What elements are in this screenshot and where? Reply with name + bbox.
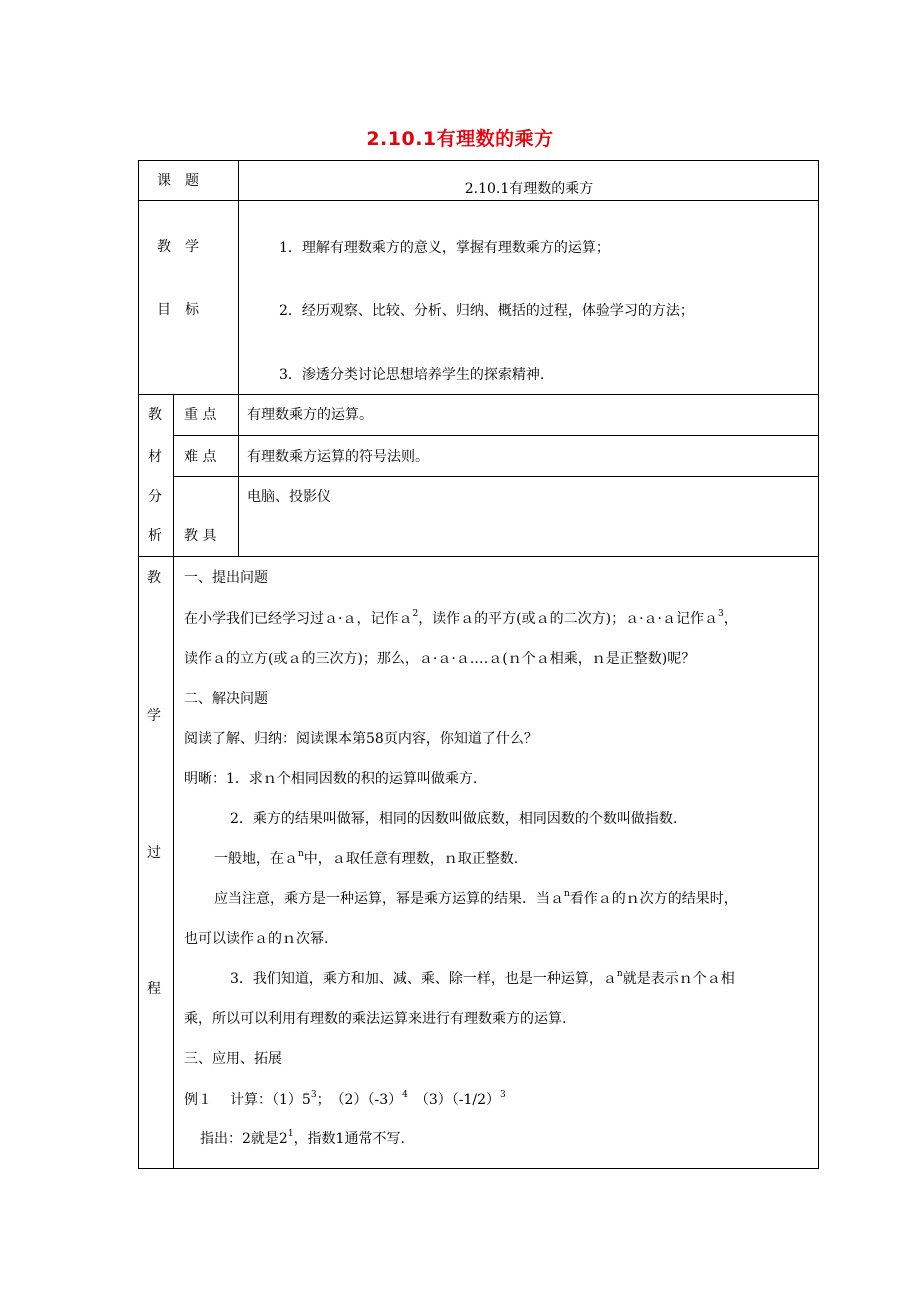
paragraph: 明晰：1．求ｎ个相同因数的积的运算叫做乘方. bbox=[184, 771, 478, 787]
paragraph: 也可以读作ａ的ｎ次幂. bbox=[184, 931, 329, 947]
objective-item: 1．理解有理数乘方的意义，掌握有理数乘方的运算； bbox=[279, 240, 610, 256]
key-point-label: 重 点 bbox=[184, 407, 217, 423]
section-heading: 一、提出问题 bbox=[184, 570, 268, 586]
paragraph: 2．乘方的结果叫做幂，相同的因数叫做底数，相同因数的个数叫做指数. bbox=[230, 811, 678, 827]
objective-item: 3．渗透分类讨论思想培养学生的探索精神. bbox=[279, 367, 545, 383]
process-side-char: 程 bbox=[147, 981, 161, 997]
paragraph: 乘，所以可以利用有理数的乘法运算来进行有理数乘方的运算. bbox=[184, 1011, 567, 1027]
process-side-char: 学 bbox=[147, 708, 161, 724]
topic-label: 课 题 bbox=[157, 173, 199, 189]
paragraph: 读作ａ的立方(或ａ的三次方)；那么，ａ·ａ·ａ.…ａ(ｎ个ａ相乘，ｎ是正整数)呢？ bbox=[184, 651, 696, 667]
objectives-label-top: 教 学 bbox=[157, 239, 199, 255]
paragraph: 应当注意，乘方是一种运算，幂是乘方运算的结果．当ａ$^n$看作ａ的ｎ次方的结果时， bbox=[214, 889, 738, 907]
analysis-side-char: 教 bbox=[148, 407, 162, 423]
objectives-label-bottom: 目 标 bbox=[157, 302, 199, 318]
paragraph: 一般地，在ａ$^n$中，ａ取任意有理数，ｎ取正整数. bbox=[214, 849, 519, 867]
difficulty-value: 有理数乘方运算的符号法则。 bbox=[247, 449, 429, 465]
process-side-char: 教 bbox=[147, 570, 161, 586]
objective-item: 2．经历观察、比较、分析、归纳、概括的过程，体验学习的方法； bbox=[279, 303, 694, 319]
example-line: 例１ 计算：$(1)5^3$； $(2)(-3)^4$ $(3)(-1/2)^3$ bbox=[184, 1090, 506, 1108]
topic-value: 2.10.1有理数的乘方 bbox=[464, 181, 594, 197]
paragraph: 阅读了解、归纳：阅读课本第58页内容，你知道了什么？ bbox=[184, 731, 538, 747]
tools-value: 电脑、投影仪 bbox=[247, 489, 331, 505]
tools-label: 教 具 bbox=[184, 528, 217, 544]
process-side-char: 过 bbox=[147, 845, 161, 861]
section-heading: 三、应用、拓展 bbox=[184, 1051, 282, 1067]
analysis-side-char: 材 bbox=[148, 449, 162, 465]
analysis-side-char: 析 bbox=[148, 528, 162, 544]
paragraph: 3．我们知道，乘方和加、减、乘、除一样，也是一种运算，ａ$^n$就是表示ｎ个ａ相 bbox=[230, 969, 735, 987]
section-heading: 二、解决问题 bbox=[184, 691, 268, 707]
difficulty-label: 难 点 bbox=[184, 449, 217, 465]
key-point-value: 有理数乘方的运算。 bbox=[247, 407, 373, 423]
paragraph: 在小学我们已经学习过ａ·ａ，记作ａ$^2$，读作ａ的平方(或ａ的二次方)；ａ·ａ·ａ记作ａ$^3$， bbox=[184, 609, 738, 627]
analysis-side-char: 分 bbox=[148, 489, 162, 505]
page-title: 2.10.1有理数的乘方 bbox=[366, 128, 554, 150]
example-label: 例１ bbox=[184, 1092, 212, 1108]
note-line: 指出：2就是$2^1$，指数1通常不写. bbox=[200, 1129, 405, 1147]
